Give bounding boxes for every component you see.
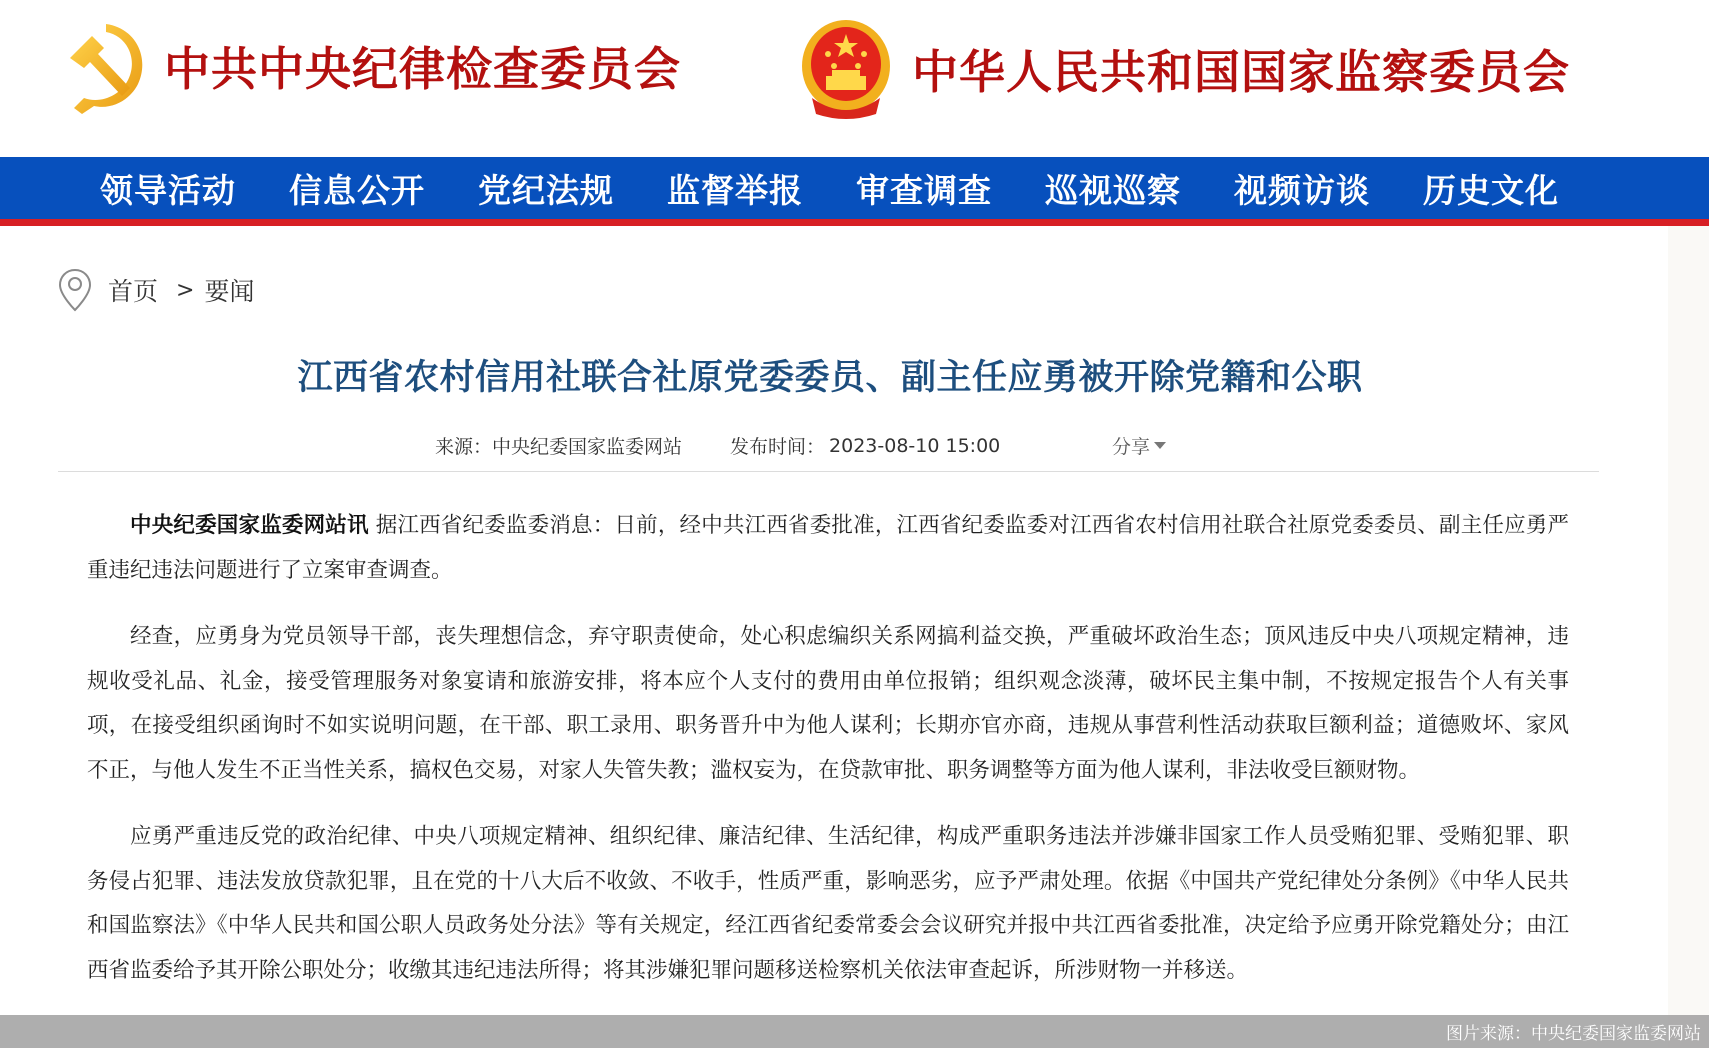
ccdi-logo[interactable] — [60, 18, 681, 114]
article-paragraph: 经查，应勇身为党员领导干部，丧失理想信念，弃守职责使命，处心积虑编织关系网搞利益交换，严重破坏政治生态；顶风违反中央八项规定精神，违规收受礼品、礼金，接受管理服务对象宴请和旅游安排，将本应个人支付的费用由单位报销；组织观念淡薄，破坏民主集中制，不按规定报告个人有关事项，在接受组织函询时不如实说明问题，在干部、职工录用、职务晋升中为他人谋利；长期亦官亦商，违规从事营利性活动获取巨额利益；道德败坏、家风不正，与他人发生不正当性关系，搞权色交易，对家人失管失教；滥权妄为，在贷款审批、职务调整等方面为他人谋利，非法收受巨额财物。 — [87, 624, 1569, 783]
article-title: 江西省农村信用社联合社原党委委员、副主任应勇被开除党籍和公职 — [297, 358, 1363, 398]
nav-item-regulations[interactable]: 党纪法规 — [478, 170, 614, 210]
share-label: 分享 — [1112, 436, 1151, 458]
breadcrumb-home-link[interactable]: 首页 — [108, 277, 159, 306]
meta-divider — [58, 471, 1599, 472]
national-emblem-icon — [798, 18, 894, 120]
image-source-caption: 图片来源：中央纪委国家监委网站 — [1446, 1024, 1701, 1044]
article-paragraph: 中央纪委国家监委网站讯 据江西省纪委监委消息：日前，经中共江西省委批准，江西省纪委监委对江西省农村信用社联合社原党委委员、副主任应勇严重违纪违法问题进行了立案审查调查。 — [87, 513, 1569, 583]
ccdi-title: 中共中央纪律检查委员会 — [164, 42, 681, 96]
time-label: 发布时间： — [730, 436, 826, 458]
caret-down-icon — [1154, 442, 1166, 449]
breadcrumb-separator: > — [176, 277, 195, 303]
article-paragraph: 应勇严重违反党的政治纪律、中央八项规定精神、组织纪律、廉洁纪律、生活纪律，构成严重职务违法并涉嫌非国家工作人员受贿犯罪、受贿犯罪、职务侵占犯罪、违法发放贷款犯罪，且在党的十八大后不收敛、不收手，性质严重，影响恶劣，应予严肃处理。依据《中国共产党纪律处分条例》《中华人民共和国监察法》《中华人民共和国公职人员政务处分法》等有关规定，经江西省纪委常委会会议研究并报中共江西省委批准，决定给予应勇开除党籍处分；由江西省监委给予其开除公职处分；收缴其违纪违法所得；将其涉嫌犯罪问题移送检察机关依法审查起诉，所涉财物一并移送。 — [87, 824, 1569, 983]
breadcrumb-current-link[interactable]: 要闻 — [204, 277, 255, 306]
source-label: 来源： — [435, 436, 493, 458]
nav-item-report[interactable]: 监督举报 — [667, 170, 803, 210]
article-meta — [435, 432, 1151, 459]
right-margin-strip — [1668, 226, 1709, 1048]
nsc-logo[interactable] — [798, 18, 1570, 120]
article-body — [87, 504, 1569, 1015]
nav-item-history[interactable]: 历史文化 — [1423, 170, 1559, 210]
main-nav — [0, 157, 1709, 219]
nav-item-info-disclosure[interactable]: 信息公开 — [289, 170, 425, 210]
nav-item-investigation[interactable]: 审查调查 — [856, 170, 992, 210]
breadcrumb — [58, 268, 254, 312]
source-value: 中央纪委国家监委网站 — [492, 436, 683, 458]
nsc-title: 中华人民共和国国家监察委员会 — [912, 45, 1570, 99]
article-lead: 中央纪委国家监委网站讯 — [130, 513, 369, 538]
nav-item-leadership[interactable]: 领导活动 — [100, 170, 236, 210]
hammer-sickle-icon — [60, 18, 150, 114]
site-header — [0, 0, 1709, 157]
nav-underline — [0, 219, 1709, 226]
nav-item-inspection[interactable]: 巡视巡察 — [1045, 170, 1181, 210]
share-dropdown[interactable] — [1112, 432, 1166, 459]
time-value: 2023-08-10 15:00 — [829, 434, 1001, 457]
nav-item-video[interactable]: 视频访谈 — [1234, 170, 1370, 210]
image-source-caption-bar — [0, 1015, 1709, 1048]
location-pin-icon — [58, 268, 92, 312]
